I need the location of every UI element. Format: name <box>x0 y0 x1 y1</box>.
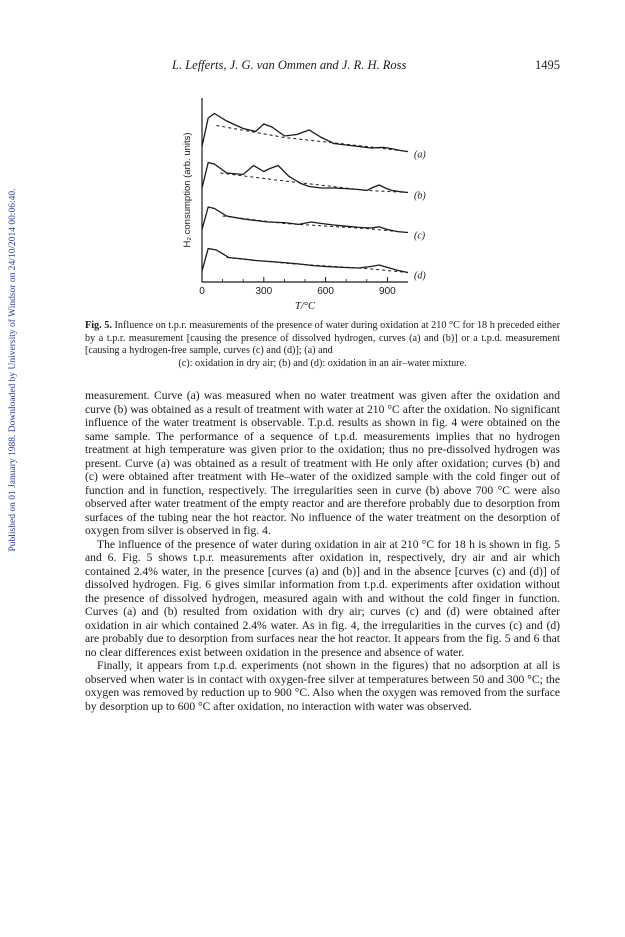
baseline-c <box>223 216 408 233</box>
x-tick-label-0: 0 <box>199 286 205 297</box>
baseline-b <box>221 173 409 193</box>
curve-c <box>202 207 408 233</box>
curve-d <box>202 249 408 273</box>
curve-a <box>202 114 408 152</box>
x-tick-label-900: 900 <box>379 286 396 297</box>
paragraph-3: Finally, it appears from t.p.d. experiments (not shown in the figures) that no adsorption at all is observed when water is in contact with oxygen-free silver at temperatures between 50 and 300 °C; the oxygen was removed by reduction up to 900 °C. Also when the oxygen was removed from the surface by desorption up to 600 °C after oxidation, no interaction with water was observed. <box>85 659 560 713</box>
chart-layer <box>182 98 426 312</box>
paragraph-1: measurement. Curve (a) was measured when no water treatment was given after the oxidation and curve (b) was obtained as a result of treatment with water at 210 °C after the oxidation. No significant influence of the water treatment is observable. T.p.d. results as shown in fig. 4 were obtained on the same sample. The performance of a sequence of t.p.d. measurements implies that no hydrogen treatment at high temperature was given prior to the oxidation; thus no pre-dissolved hydrogen was present. Curve (a) was obtained as a result of treatment with He only after oxidation; curves (b) and (c) were obtained after treatment with He–water of the oxidized sample with the cold finger out of function and in function, respectively. The irregularities seen in curve (b) above 700 °C were also observed after water treatment of the empty reactor and are therefore probably due to desorption from surfaces of the tubing near the hot reactor. No influence of the water treatment on the desorption of oxygen from silver is observed in fig. 4. <box>85 389 560 537</box>
fig5-chart <box>176 92 436 317</box>
series-label-a: (a) <box>414 149 426 161</box>
paragraph-2: The influence of the presence of water during oxidation in air at 210 °C for 18 h is shown in fig. 5 and 6. Fig. 5 shows t.p.r. measurements after oxidation in, respectively, dry air and air which contained 2.4% water, in the presence [curves (a) and (b)] and in the absence [curves (c) and (d)] of dissolved hydrogen. Fig. 6 gives similar information from t.p.d. experiments after oxidation without the presence of dissolved hydrogen, measured again with and without the cold finger in function. Curves (a) and (b) resulted from oxidation with dry air; curves (c) and (d) were obtained after oxidation in air which contained 2.4% water. As in fig. 4, the irregularities in the curves (c) and (d) are probably due to desorption from surfaces near the hot reactor. It appears from the fig. 5 and 6 that no clear differences exist between oxidation in the presence and absence of water. <box>85 537 560 659</box>
page-number: 1495 <box>535 58 560 72</box>
running-header <box>172 58 560 73</box>
x-tick-label-300: 300 <box>255 286 273 297</box>
series-label-d: (d) <box>414 270 426 282</box>
download-watermark <box>6 160 20 580</box>
caption-label: Fig. 5. <box>85 320 112 331</box>
curve-b <box>202 163 408 193</box>
body-text <box>85 389 560 713</box>
y-axis-label: H₂ consumption (arb. units) <box>182 132 193 248</box>
caption-text: Influence on t.p.r. measurements of the presence of water during oxidation at 210 °C for 18 h preceded either by a t.p.r. measurement [causing the presence of dissolved hydrogen, curves (a) and (b)] or a t.p.d. measurement [causing a hydrogen-free sample, curves (c) and (d)]; (a) and <box>85 320 560 357</box>
x-axis-label: T/°C <box>295 301 315 312</box>
series-label-b: (b) <box>414 190 426 202</box>
figure-caption <box>85 320 560 370</box>
download-watermark-text: Published on 01 January 1988. Downloaded by University of Windsor on 24/10/2014 00:06:40. <box>8 188 18 552</box>
header-authors: L. Lefferts, J. G. van Ommen and J. R. H. Ross <box>172 58 407 72</box>
x-tick-label-600: 600 <box>317 286 334 297</box>
series-label-c: (c) <box>414 230 426 242</box>
caption-last-line: (c): oxidation in dry air; (b) and (d): oxidation in an air–water mixture. <box>178 357 467 369</box>
